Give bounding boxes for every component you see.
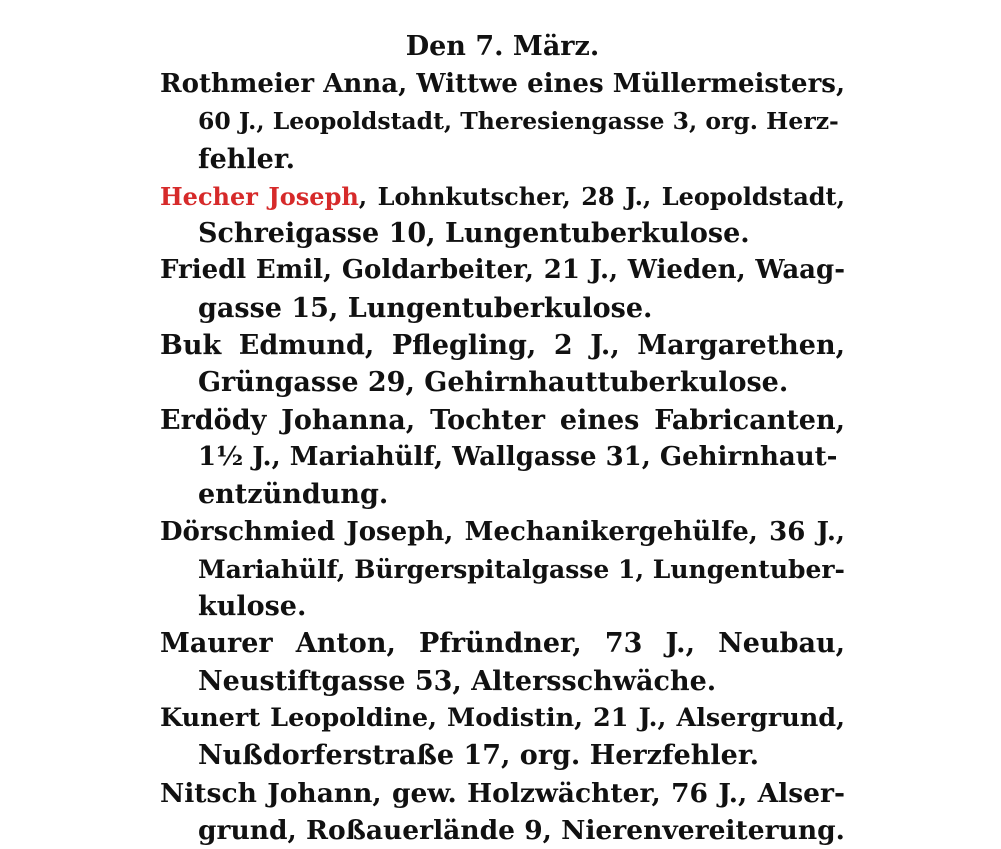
highlighted-name: Hecher Joseph [160,181,359,211]
register-entry [160,514,845,626]
register-entry [160,700,845,775]
date-heading: Den 7. März. [405,31,600,62]
entry-line-rest: , Lohnkutscher, 28 J., Leopoldstadt, [358,181,845,211]
entry-line: Erdödy Johanna, Tochter eines Fabricanten, [160,404,845,436]
entry-line: Schreigasse 10, Lungentuberkulose. [198,218,750,250]
register-entry [160,775,845,849]
register-entry [160,66,845,178]
entry-line: Neustiftgasse 53, Altersschwäche. [198,665,717,697]
entry-line: Buk Edmund, Pflegling, 2 J., Margarethen, [160,330,845,362]
entry-line: Dörschmied Joseph, Mechanikergehülfe, 36 J., [160,516,845,547]
register-entry-highlighted [160,178,845,253]
entry-line: Grüngasse 29, Gehirnhauttuberkulose. [198,367,789,399]
entry-line: grund, Roßauerlände 9, Nierenvereiterung. [198,814,845,846]
entry-line [160,178,845,215]
entry-line: gasse 15, Lungentuberkulose. [198,292,653,324]
register-entry [160,327,845,402]
entry-line: 60 J., Leopoldstadt, Theresiengasse 3, org. Herz- [198,107,839,136]
entry-line: 1½ J., Mariahülf, Wallgasse 31, Gehirnhaut- [198,441,838,472]
death-register-column [160,28,845,849]
entry-line: Mariahülf, Bürgerspitalgasse 1, Lungentuber- [198,554,845,584]
register-entry [160,252,845,327]
entry-line: kulose. [198,591,307,623]
entry-line: fehler. [198,143,296,175]
entry-line: Rothmeier Anna, Wittwe eines Müllermeisters, [160,69,845,99]
entry-line: Nußdorferstraße 17, org. Herzfehler. [198,740,759,772]
entry-line: entzündung. [198,479,389,511]
register-entry [160,625,845,700]
register-entry [160,402,845,514]
entry-line: Nitsch Johann, gew. Holzwächter, 76 J., Alser- [160,777,845,809]
entry-line: Kunert Leopoldine, Modistin, 21 J., Alsergrund, [160,703,845,734]
entry-line: Maurer Anton, Pfründner, 73 J., Neubau, [160,628,845,660]
entry-line: Friedl Emil, Goldarbeiter, 21 J., Wieden, Waag- [160,255,845,286]
